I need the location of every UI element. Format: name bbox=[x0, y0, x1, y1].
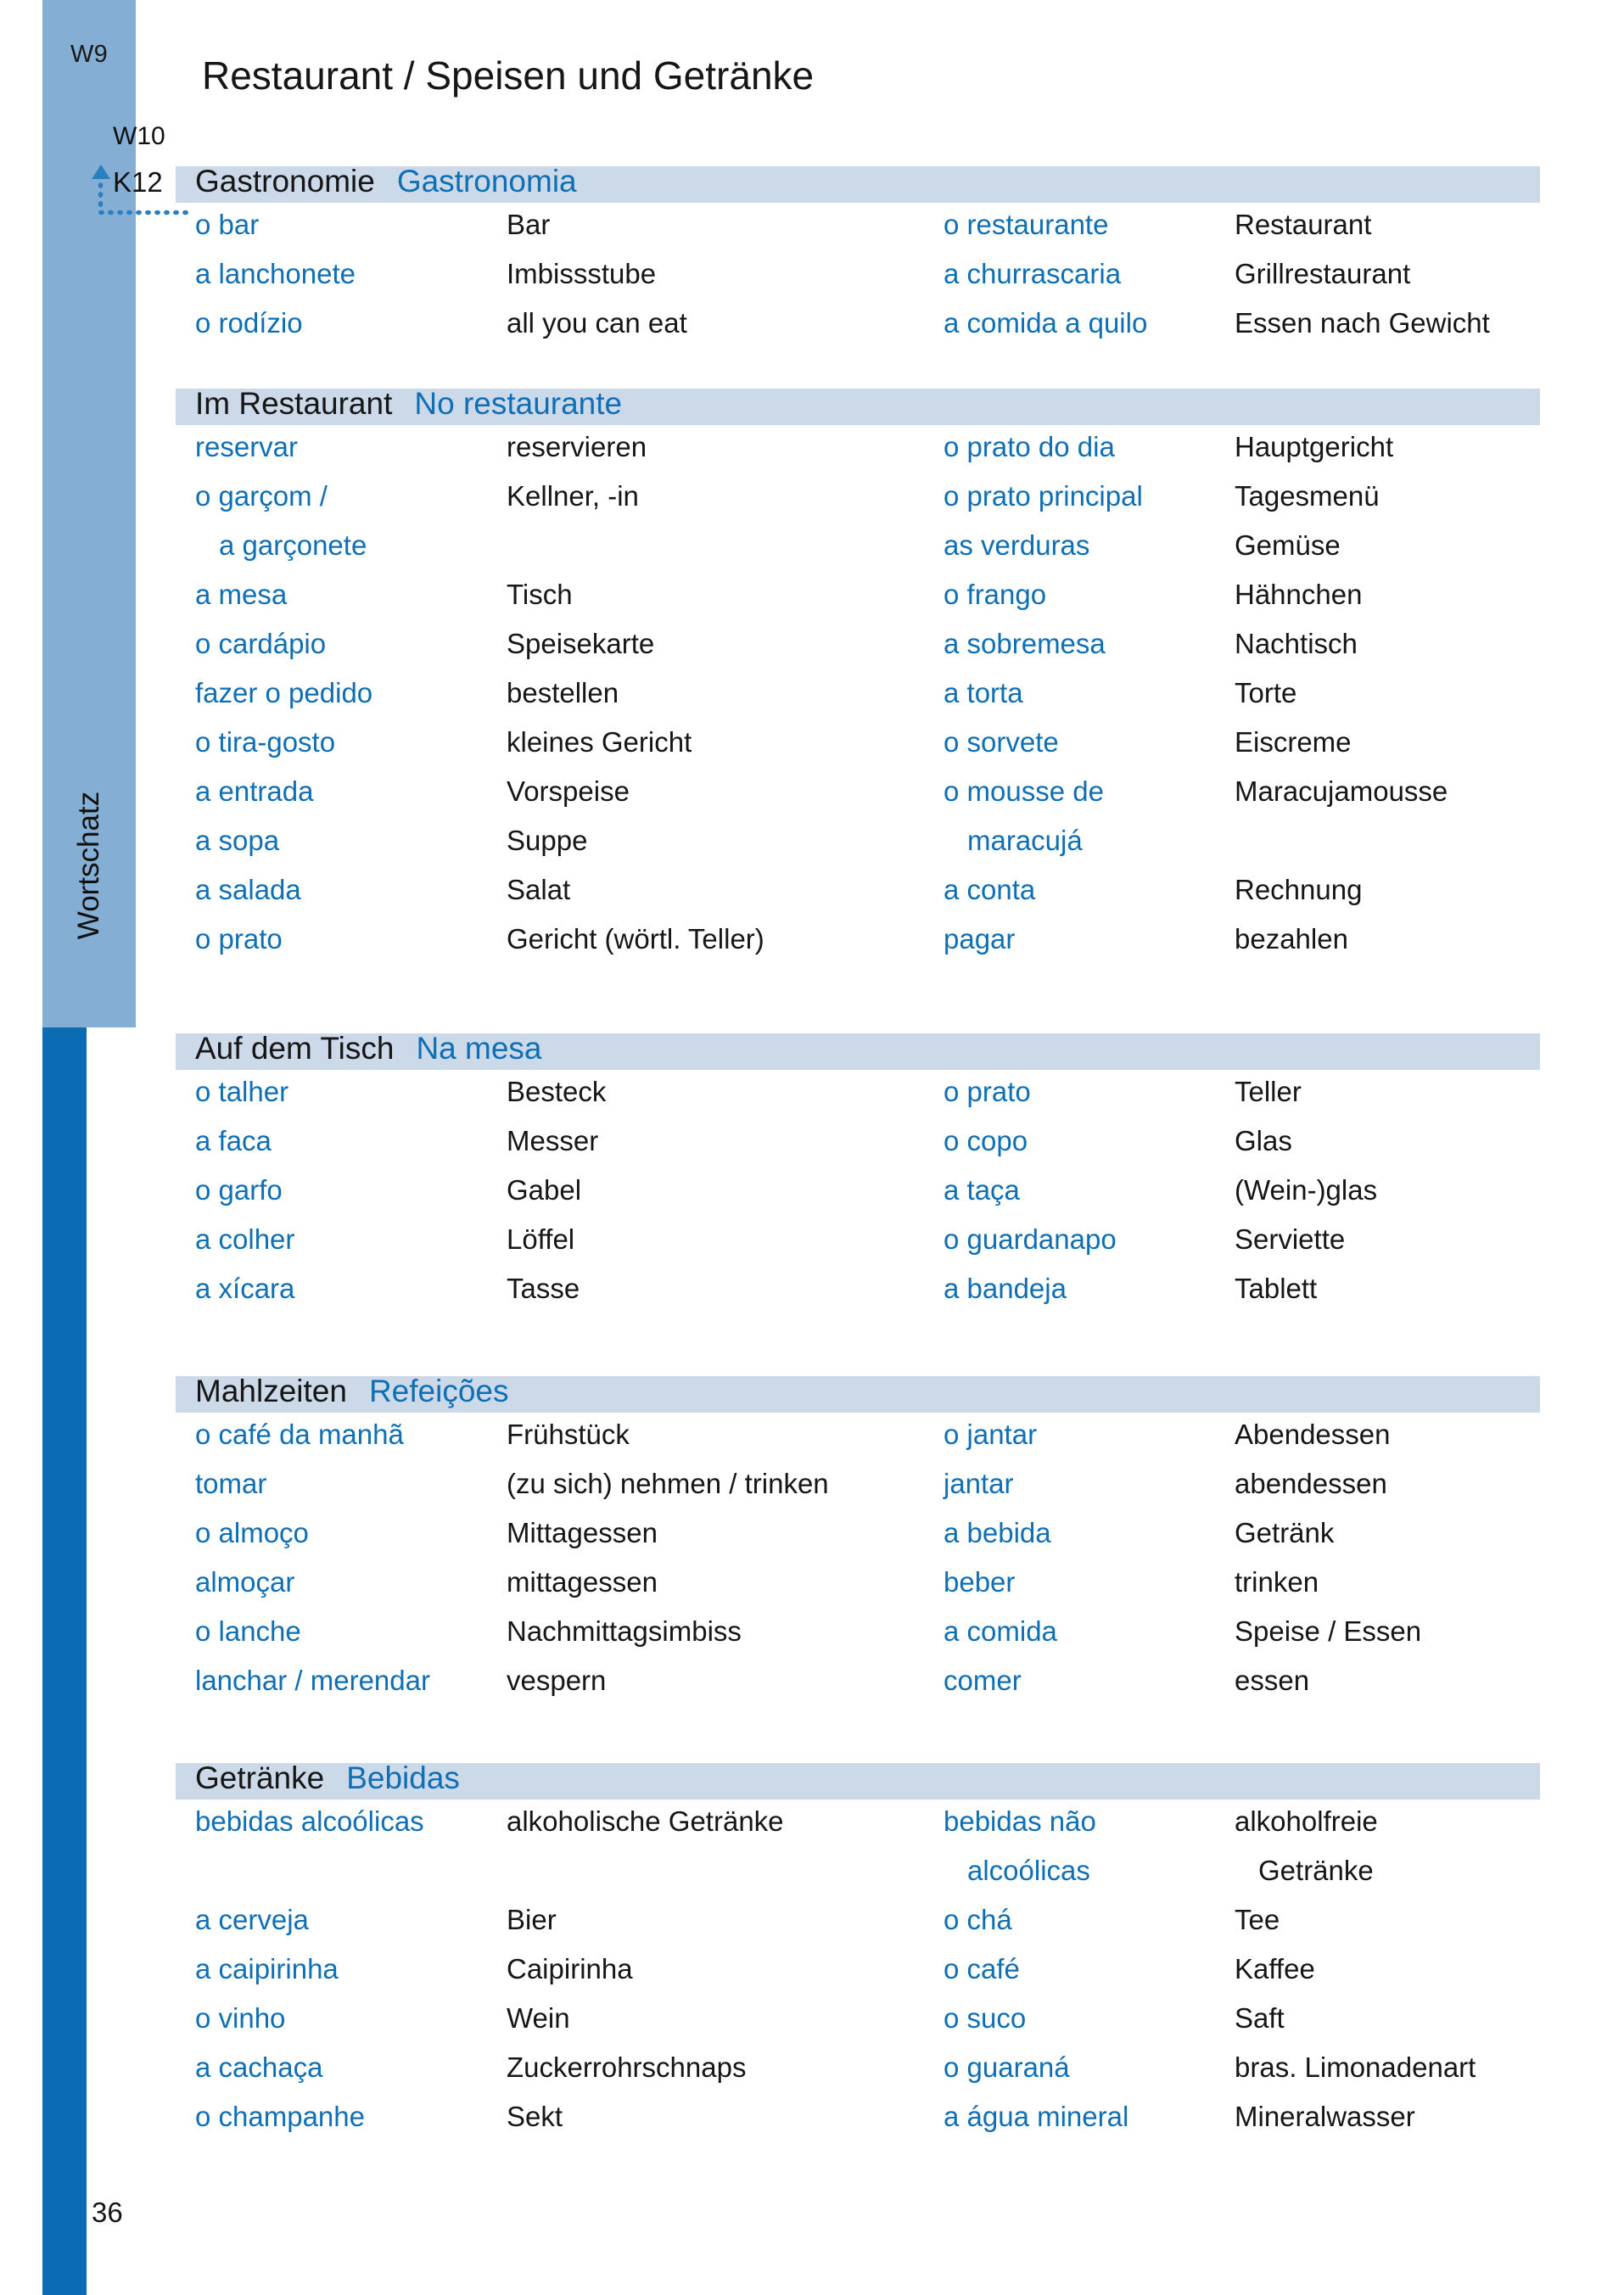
section-header-de: Gastronomie bbox=[195, 164, 375, 199]
vocab-term-pt: a comida a quilo bbox=[944, 307, 1148, 339]
vocab-term-de: mittagessen bbox=[507, 1566, 658, 1598]
vocab-term-de: Rechnung bbox=[1235, 874, 1363, 905]
vocab-term-de: Gemüse bbox=[1235, 529, 1341, 561]
vocab-term-pt: o prato bbox=[944, 1076, 1031, 1107]
vocab-term-de: Suppe bbox=[507, 825, 588, 856]
vocab-row bbox=[0, 258, 1624, 307]
vocab-row bbox=[0, 307, 1624, 356]
vocab-row bbox=[0, 1517, 1624, 1566]
vocab-term-de: Löffel bbox=[507, 1223, 575, 1255]
vocab-term-de: Teller bbox=[1235, 1076, 1302, 1107]
vocab-term-pt: o frango bbox=[944, 579, 1047, 610]
vocab-term-de: Tablett bbox=[1235, 1273, 1318, 1304]
vocab-term-pt: o champanhe bbox=[195, 2101, 365, 2132]
sidebar-section-label-text: Wortschatz bbox=[72, 791, 105, 940]
section-header-de: Mahlzeiten bbox=[195, 1374, 347, 1408]
sidebar-chapter-code: W9 bbox=[70, 41, 109, 68]
vocab-term-de: (Wein-)glas bbox=[1235, 1174, 1378, 1206]
vocab-term-pt: pagar bbox=[944, 923, 1016, 954]
vocab-term-pt: o tira-gosto bbox=[195, 726, 336, 758]
vocab-term-de: Maracujamousse bbox=[1235, 775, 1448, 807]
vocab-term-pt: o copo bbox=[944, 1125, 1028, 1156]
vocab-term-pt: a sopa bbox=[195, 825, 280, 856]
vocab-term-pt: o lanche bbox=[195, 1615, 301, 1647]
vocab-term-pt: a xícara bbox=[195, 1273, 295, 1304]
vocab-row bbox=[0, 1615, 1624, 1665]
vocab-term-pt: a sobremesa bbox=[944, 628, 1106, 659]
vertical-dotted-line bbox=[97, 181, 104, 211]
vocab-term-de: Caipirinha bbox=[507, 1953, 633, 1984]
vocab-term-pt: o guardanapo bbox=[944, 1223, 1117, 1255]
page-number: 36 bbox=[92, 2197, 123, 2228]
section-header bbox=[195, 163, 577, 199]
vocab-row bbox=[0, 726, 1624, 775]
vocab-term-pt: tomar bbox=[195, 1468, 267, 1499]
vocab-term-de: alkoholfreie bbox=[1235, 1805, 1378, 1837]
vocab-row bbox=[0, 1855, 1624, 1904]
vocab-term-pt: reservar bbox=[195, 431, 299, 462]
vocab-term-pt: o bar bbox=[195, 209, 260, 240]
vocab-term-de: abendessen bbox=[1235, 1468, 1387, 1499]
vocab-term-pt: a bandeja bbox=[944, 1273, 1067, 1304]
vocab-term-pt: a água mineral bbox=[944, 2101, 1129, 2132]
vocab-term-de: Kellner, -in bbox=[507, 480, 639, 512]
vocab-term-de: Bier bbox=[507, 1904, 557, 1935]
vocab-term-de: vespern bbox=[507, 1665, 607, 1696]
vocab-term-pt: o café bbox=[944, 1953, 1020, 1984]
vocab-row bbox=[0, 1904, 1624, 1953]
vocab-term-pt: o vinho bbox=[195, 2002, 286, 2034]
page-title: Restaurant / Speisen und Getränke bbox=[202, 53, 815, 98]
vocab-term-pt: o talher bbox=[195, 1076, 289, 1107]
vocab-row bbox=[0, 1953, 1624, 2002]
vocab-term-de: Grillrestaurant bbox=[1235, 258, 1411, 289]
arrow-up-icon bbox=[92, 165, 110, 179]
vocab-term-pt: lanchar / merendar bbox=[195, 1665, 430, 1696]
vocab-term-de: bras. Limonadenart bbox=[1235, 2052, 1476, 2083]
vocab-row bbox=[0, 1805, 1624, 1855]
vocab-term-pt: a lanchonete bbox=[195, 258, 356, 289]
section-header-pt: Bebidas bbox=[346, 1760, 460, 1795]
vocab-row bbox=[0, 1223, 1624, 1273]
vocab-row bbox=[0, 2002, 1624, 2052]
vocab-term-de: Hauptgericht bbox=[1235, 431, 1394, 462]
section-header-pt: Gastronomia bbox=[396, 164, 577, 199]
vocab-row bbox=[0, 2052, 1624, 2101]
section-header bbox=[195, 1030, 542, 1066]
section-header-pt: No restaurante bbox=[414, 386, 623, 421]
vocab-row bbox=[0, 1566, 1624, 1615]
vocab-term-pt: a conta bbox=[944, 874, 1036, 905]
vocab-term-pt: comer bbox=[944, 1665, 1022, 1696]
vocab-term-de: Getränke bbox=[1258, 1855, 1374, 1886]
vocab-row bbox=[0, 1419, 1624, 1468]
vocab-term-pt: a cerveja bbox=[195, 1904, 309, 1935]
vocab-term-pt: a taça bbox=[944, 1174, 1020, 1206]
vocab-term-de: Gabel bbox=[507, 1174, 582, 1206]
section-header-pt: Refeições bbox=[368, 1374, 509, 1408]
vocab-term-pt: o suco bbox=[944, 2002, 1027, 2034]
section-header bbox=[195, 1373, 508, 1409]
vocab-term-pt: a colher bbox=[195, 1223, 295, 1255]
vocab-term-de: Besteck bbox=[507, 1076, 607, 1107]
vocab-row bbox=[0, 677, 1624, 726]
vocab-term-pt: a comida bbox=[944, 1615, 1057, 1647]
vocab-row bbox=[0, 1468, 1624, 1517]
vocab-term-de: bezahlen bbox=[1235, 923, 1348, 954]
vocab-term-de: (zu sich) nehmen / trinken bbox=[507, 1468, 829, 1499]
vocab-term-pt: bebidas alcoólicas bbox=[195, 1805, 424, 1837]
vocab-term-de: Restaurant bbox=[1235, 209, 1372, 240]
vocab-term-pt: o jantar bbox=[944, 1419, 1038, 1450]
vocab-term-de: Zuckerrohrschnaps bbox=[507, 2052, 747, 2083]
vocab-term-pt: o garçom / bbox=[195, 480, 328, 512]
vocab-row bbox=[0, 1125, 1624, 1174]
vocab-term-pt: o sorvete bbox=[944, 726, 1059, 758]
vocab-row bbox=[0, 529, 1624, 579]
vocab-term-de: Messer bbox=[507, 1125, 599, 1156]
vocab-term-de: Sekt bbox=[507, 2101, 563, 2132]
vocab-term-pt: o prato bbox=[195, 923, 283, 954]
vocab-term-pt: a garçonete bbox=[219, 529, 367, 561]
vocab-term-de: Gericht (wörtl. Teller) bbox=[507, 923, 764, 954]
vocab-term-de: Kaffee bbox=[1235, 1953, 1315, 1984]
vocab-term-pt: o garfo bbox=[195, 1174, 283, 1206]
vocab-term-de: Tisch bbox=[507, 579, 573, 610]
vocab-term-de: Abendessen bbox=[1235, 1419, 1391, 1450]
vocab-term-pt: a entrada bbox=[195, 775, 314, 807]
cross-reference-k12: K12 bbox=[113, 166, 163, 198]
vocab-term-pt: alcoólicas bbox=[967, 1855, 1090, 1886]
vocab-term-de: Mittagessen bbox=[507, 1517, 658, 1548]
vocab-term-de: all you can eat bbox=[507, 307, 687, 339]
vocab-row bbox=[0, 209, 1624, 258]
vocab-term-de: Nachmittagsimbiss bbox=[507, 1615, 742, 1647]
vocab-term-pt: as verduras bbox=[944, 529, 1090, 561]
vocab-term-de: Wein bbox=[507, 2002, 570, 2034]
vocab-term-pt: a torta bbox=[944, 677, 1023, 708]
section-header-pt: Na mesa bbox=[416, 1031, 542, 1066]
vocab-term-pt: beber bbox=[944, 1566, 1016, 1598]
vocab-row bbox=[0, 579, 1624, 628]
vocab-row bbox=[0, 1076, 1624, 1125]
vocab-term-de: kleines Gericht bbox=[507, 726, 692, 758]
vocab-term-de: Nachtisch bbox=[1235, 628, 1358, 659]
vocab-term-pt: o rodízio bbox=[195, 307, 303, 339]
vocab-term-de: Tagesmenü bbox=[1235, 480, 1380, 512]
vocab-row bbox=[0, 2101, 1624, 2150]
vocab-term-de: Imbissstube bbox=[507, 258, 657, 289]
vocab-term-pt: a mesa bbox=[195, 579, 288, 610]
vocab-term-de: Salat bbox=[507, 874, 571, 905]
vocab-term-de: Tee bbox=[1235, 1904, 1280, 1935]
vocab-term-pt: o guaraná bbox=[944, 2052, 1070, 2083]
vocab-term-de: Vorspeise bbox=[507, 775, 630, 807]
vocab-term-pt: maracujá bbox=[967, 825, 1083, 856]
vocab-term-de: Bar bbox=[507, 209, 551, 240]
vocab-term-pt: o cardápio bbox=[195, 628, 327, 659]
vocab-term-de: Speisekarte bbox=[507, 628, 655, 659]
vocab-term-pt: o mousse de bbox=[944, 775, 1104, 807]
vocab-term-de: reservieren bbox=[507, 431, 647, 462]
vocab-term-de: Glas bbox=[1235, 1125, 1292, 1156]
vocab-term-pt: almoçar bbox=[195, 1566, 295, 1598]
section-header-de: Getränke bbox=[195, 1760, 325, 1795]
vocab-row bbox=[0, 628, 1624, 677]
vocab-term-pt: a caipirinha bbox=[195, 1953, 339, 1984]
vocab-term-de: essen bbox=[1235, 1665, 1310, 1696]
vocab-term-de: Getränk bbox=[1235, 1517, 1335, 1548]
vocab-term-pt: a churrascaria bbox=[944, 258, 1122, 289]
section-header bbox=[195, 385, 622, 422]
vocab-term-de: bestellen bbox=[507, 677, 619, 708]
vocab-term-de: Serviette bbox=[1235, 1223, 1346, 1255]
vocab-term-de: alkoholische Getränke bbox=[507, 1805, 784, 1837]
vocab-row bbox=[0, 480, 1624, 529]
vocab-row bbox=[0, 431, 1624, 480]
vocab-term-de: Frühstück bbox=[507, 1419, 630, 1450]
vocab-term-pt: o chá bbox=[944, 1904, 1012, 1935]
vocab-row bbox=[0, 1665, 1624, 1714]
cross-reference-w10: W10 bbox=[113, 122, 165, 150]
vocab-term-pt: o café da manhã bbox=[195, 1419, 404, 1450]
vocab-term-pt: a faca bbox=[195, 1125, 272, 1156]
vocab-term-de: Essen nach Gewicht bbox=[1235, 307, 1490, 339]
vocab-term-de: trinken bbox=[1235, 1566, 1319, 1598]
section-header-de: Auf dem Tisch bbox=[195, 1031, 395, 1066]
vocab-term-pt: a cachaça bbox=[195, 2052, 323, 2083]
vocab-term-de: Eiscreme bbox=[1235, 726, 1352, 758]
vocab-row bbox=[0, 874, 1624, 923]
vocab-term-de: Speise / Essen bbox=[1235, 1615, 1422, 1647]
section-header bbox=[195, 1760, 460, 1796]
vocab-term-pt: jantar bbox=[944, 1468, 1014, 1499]
vocab-term-pt: o prato principal bbox=[944, 480, 1143, 512]
vocab-term-pt: a bebida bbox=[944, 1517, 1051, 1548]
vocab-row bbox=[0, 923, 1624, 972]
vocab-term-de: Mineralwasser bbox=[1235, 2101, 1415, 2132]
vocab-term-pt: bebidas não bbox=[944, 1805, 1096, 1837]
vocab-row bbox=[0, 1174, 1624, 1223]
vocab-term-de: Hähnchen bbox=[1235, 579, 1363, 610]
vocab-row bbox=[0, 775, 1624, 825]
vocab-term-pt: fazer o pedido bbox=[195, 677, 373, 708]
vocab-row bbox=[0, 1273, 1624, 1322]
vocab-row bbox=[0, 825, 1624, 874]
vocab-term-de: Tasse bbox=[507, 1273, 580, 1304]
vocab-term-pt: o restaurante bbox=[944, 209, 1109, 240]
vocab-term-de: Torte bbox=[1235, 677, 1297, 708]
vocab-term-pt: o almoço bbox=[195, 1517, 309, 1548]
vocab-term-de: Saft bbox=[1235, 2002, 1285, 2034]
vocab-term-pt: o prato do dia bbox=[944, 431, 1115, 462]
vocab-term-pt: a salada bbox=[195, 874, 301, 905]
section-header-de: Im Restaurant bbox=[195, 386, 393, 421]
